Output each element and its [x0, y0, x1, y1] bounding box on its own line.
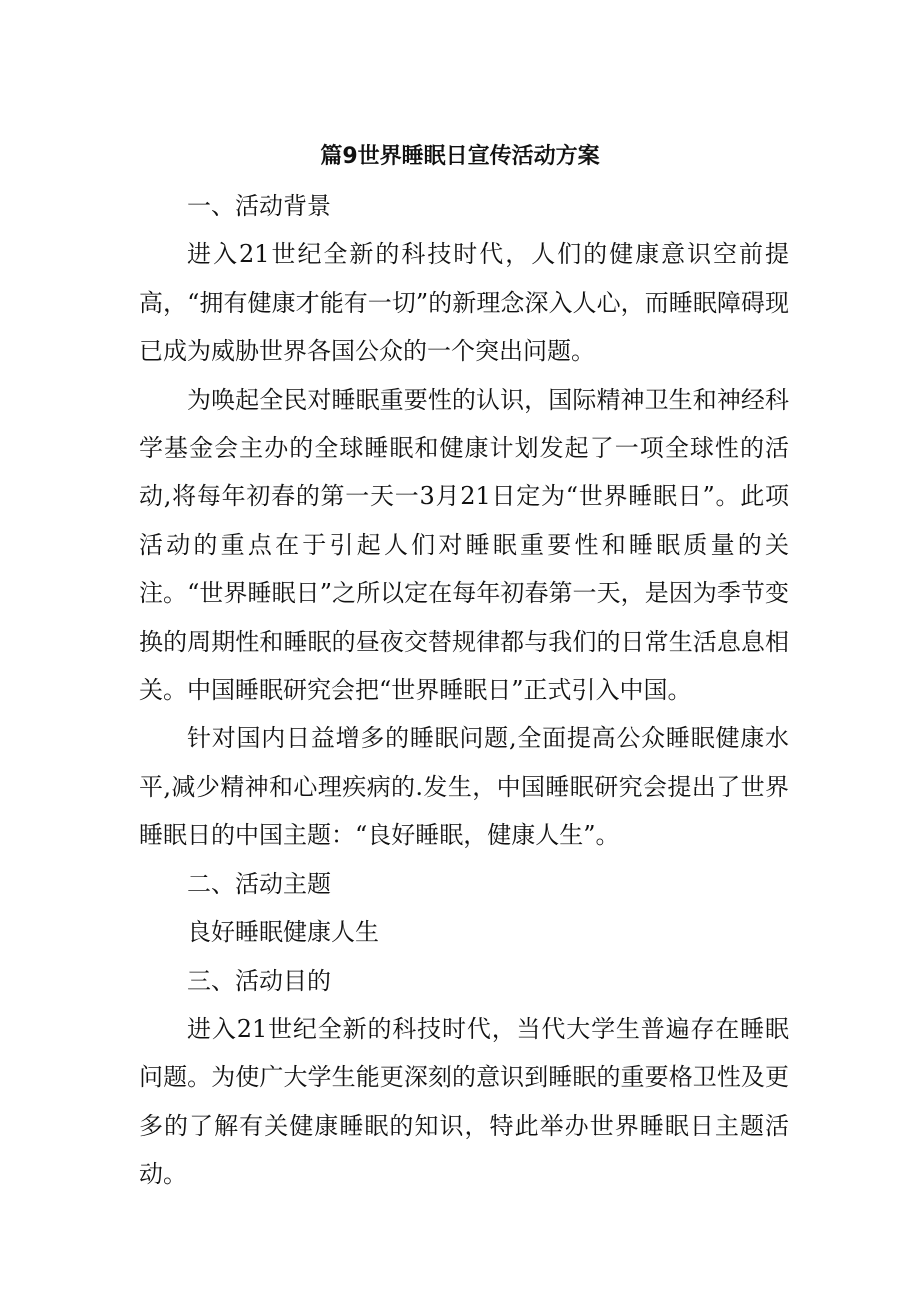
section-heading-background: 一、活动背景 [187, 192, 331, 220]
document-title: 篇9世界睡眠日宣传活动方案 [320, 144, 600, 169]
document-body [139, 182, 789, 1199]
theme-text: 良好睡眠健康人生 [187, 918, 379, 947]
section-heading-purpose: 三、活动目的 [187, 966, 331, 995]
paragraph: 进入21世纪全新的科技时代，人们的健康意识空前提高，“拥有健康才能有一切”的新理念深入人心，而睡眠障碍现已成为威胁世界各国公众的一个突出问题。 [139, 240, 789, 366]
section-heading-theme: 二、活动主题 [187, 869, 331, 898]
paragraph: 进入21世纪全新的科技时代，当代大学生普遍存在睡眠问题。为使广大学生能更深刻的意识到睡眠的重要格卫性及更多的了解有关健康睡眠的知识，特此举办世界睡眠日主题活动。 [139, 1014, 789, 1189]
paragraph: 针对国内日益增多的睡眠问题,全面提高公众睡眠健康水平,减少精神和心理疾病的.发生，中国睡眠研究会提出了世界睡眠日的中国主题：“良好睡眠，健康人生”。 [139, 724, 789, 850]
paragraph: 为唤起全民对睡眠重要性的认识，国际精神卫生和神经科学基金会主办的全球睡眠和健康计划发起了一项全球性的活动,将每年初春的第一天一3月21日定为“世界睡眠日”。此项活动的重点在于引起人们对睡眠重要性和睡眠质量的关注。“世界睡眠日”之所以定在每年初春第一天，是因为季节变换的周期性和睡眠的昼夜交替规律都与我们的日常生活息息相关。中国睡眠研究会把“世界睡眠日”正式引入中国。 [139, 385, 789, 705]
